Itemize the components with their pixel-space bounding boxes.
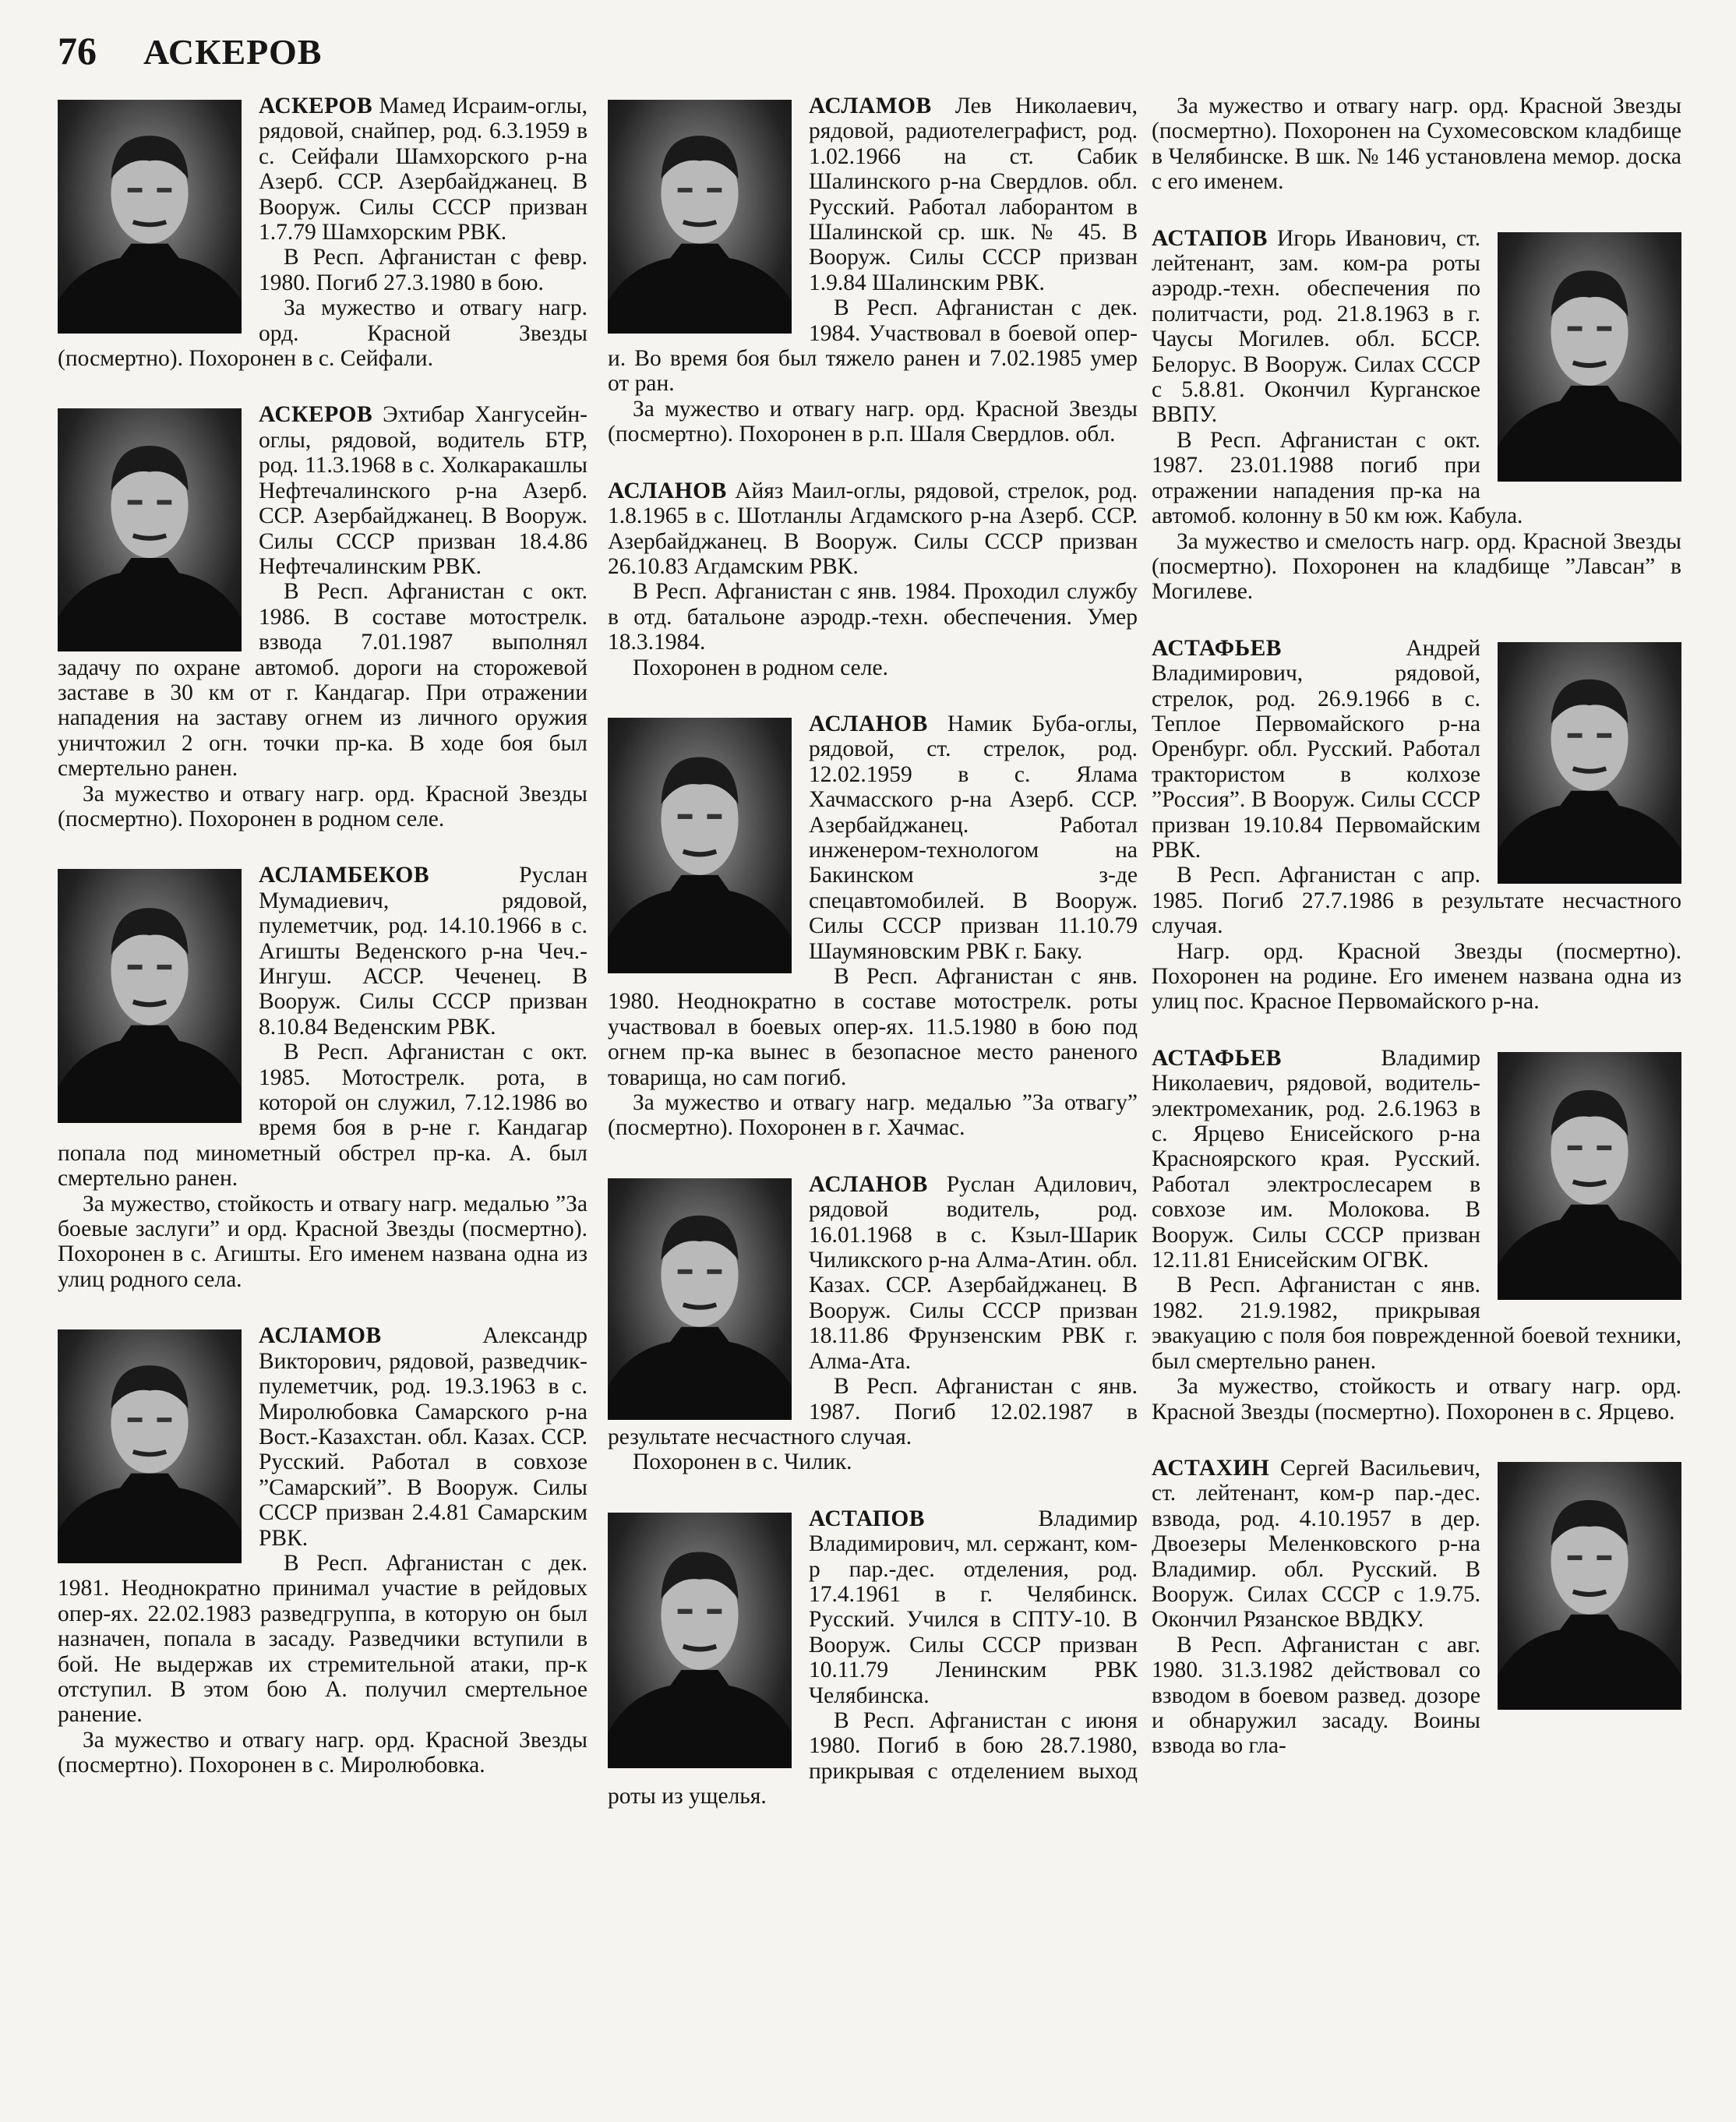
soldier-portrait-photo (608, 1513, 792, 1768)
entry-astakhin (1152, 1456, 1681, 1759)
entry-service: В Респ. Афганистан с июня 1980. Погиб в бою 28.7.1980, прикрывая с отделением выход роты из ущелья. (608, 1707, 1138, 1810)
entry-surname: АСЛАМБЕКОВ (259, 863, 429, 888)
entry-astapov-vladimir (608, 1506, 1138, 1810)
entry-honors: За мужество и отвагу нагр. орд. Красной Звезды (посмертно). Похоронен на Сухомесовском кладбище в Челябинске. В шк. № 146 установлена мемор. доска с его именем. (1152, 94, 1681, 195)
soldier-portrait-photo (58, 869, 242, 1123)
entry-astafev-andrey (1152, 636, 1681, 1015)
entry-asker-ekhtibar (58, 402, 587, 831)
entry-surname: АСТАПОВ (1152, 225, 1268, 251)
entry-aslanov-ayyaz (608, 478, 1138, 680)
soldier-portrait-photo (1498, 642, 1681, 884)
entry-surname: АСКЕРОВ (259, 402, 373, 428)
entry-bio: Андрей Владимирович, рядовой, стрелок, род. 26.9.1966 в с. Теплое Первомайского р-на Оренбург. обл. Русский. Работал трактористом в колхозе ”Россия”. В Вооруж. Силы СССР призван 19.10.84 Первомайским РВК. (1152, 635, 1480, 863)
entry-astapov-vladimir-cont (1152, 94, 1681, 195)
entry-service: В Респ. Афганистан с дек. 1984. Участвовал в боевой опер-и. Во время боя был тяжело ранен и 7.02.1985 умер от ран. (608, 295, 1138, 397)
column-3 (1152, 94, 1681, 1790)
entry-bio: Айяз Маил-оглы, рядовой, стрелок, род. 1.8.1965 в с. Шотланлы Агдамского р-на Азерб. ССР. Азербайджанец. В Вооруж. Силы СССР призван 26.10.83 Агдамским РВК. (608, 478, 1138, 579)
running-title: АСКЕРОВ (143, 32, 323, 72)
entry-surname: АСЛАМОВ (259, 1323, 382, 1349)
entry-service: В Респ. Афганистан с окт. 1987. 23.01.1988 погиб при отражении нападения пр-ка на автомоб. колонну в 50 км юж. Кабула. (1152, 427, 1523, 529)
entry-aslanov-namik (608, 711, 1138, 1141)
column-2 (608, 94, 1138, 1841)
entry-honors: За мужество и отвагу нагр. орд. Красной Звезды (посмертно). Похоронен в с. Миролюбовка. (58, 1727, 587, 1778)
soldier-portrait-photo (1498, 232, 1681, 482)
entry-surname: АСТАПОВ (809, 1506, 925, 1531)
entry-astapov-igor (1152, 226, 1681, 605)
soldier-portrait-photo (1498, 1462, 1681, 1710)
entry-surname: АСЛАМОВ (809, 94, 932, 118)
entry-service: В Респ. Афганистан с янв. 1984. Проходил службу в отд. батальоне аэродр.-техн. обеспечения. Умер 18.3.1984. (608, 579, 1138, 655)
entry-service: В Респ. Афганистан с февр. 1980. Погиб 27.3.1980 в бою. (259, 245, 587, 295)
entry-honors: Похоронен в родном селе. (633, 655, 888, 680)
entry-service: В Респ. Афганистан с дек. 1981. Неоднократно принимал участие в рейдовых опер-ях. 22.02.1983 разведгруппа, в которую он был назначен, попала в засаду. Разведчики вступили в бой. Не выдержав их стремительной атаки, пр-к отступил. В этом бою А. получил смертельное ранение. (58, 1550, 587, 1728)
soldier-portrait-photo (608, 100, 792, 334)
entry-bio: Эхтибар Хангусейн-оглы, рядовой, водитель БТР, род. 11.3.1968 в с. Холкаракашлы Нефтечалинского р-на Азерб. ССР. Азербайджанец. В Вооруж. Силы СССР призван 18.4.86 Нефтечалинским РВК. (259, 402, 587, 579)
entry-honors: За мужество, стойкость и отвагу нагр. медалью ”За боевые заслуги” и орд. Красной Звезды (посмертно). Похоронен в с. Агишты. Его именем названа одна из улиц родного села. (58, 1191, 587, 1292)
page-header (58, 28, 322, 73)
entry-honors: Нагр. орд. Красной Звезды (посмертно). Похоронен на родине. Его именем названа одна из улиц пос. Красное Первомайского р-на. (1152, 938, 1681, 1015)
soldier-portrait-photo (58, 408, 242, 651)
entry-aslanov-ruslan (608, 1172, 1138, 1475)
entry-surname: АСЛАНОВ (608, 478, 727, 503)
entry-service: В Респ. Афганистан с янв. 1982. 21.9.1982, прикрывая эвакуацию с поля боя поврежденной боевой техники, был смертельно ранен. (1152, 1273, 1681, 1374)
entry-surname: АСТАХИН (1152, 1455, 1270, 1481)
entry-service: В Респ. Афганистан с авг. 1980. 31.3.1982 действовал со взводом в боевом развед. дозоре и обнаружил засаду. Воины взвода во гла- (1152, 1632, 1480, 1759)
entry-honors: За мужество и смелость нагр. орд. Красной Звезды (посмертно). Похоронен на кладбище ”Лавсан” в Могилеве. (1152, 528, 1681, 605)
entry-surname: АСТАФЬЕВ (1152, 635, 1282, 661)
soldier-portrait-photo (58, 1329, 242, 1563)
entry-honors: За мужество и отвагу нагр. орд. Красной Звезды (посмертно). Похоронен в р.п. Шаля Свердлов. обл. (608, 396, 1138, 447)
entry-bio: Владимир Владимирович, мл. сержант, ком-р пар.-дес. отделения, род. 17.4.1961 в г. Челябинск. Русский. Учился в СПТУ-10. В Вооруж. Силы СССР призван 10.11.79 Ленинским РВК Челябинска. (809, 1506, 1138, 1708)
entry-honors: За мужество, стойкость и отвагу нагр. орд. Красной Звезды (посмертно). Похоронен в с. Ярцево. (1152, 1374, 1681, 1425)
entry-bio: Владимир Николаевич, рядовой, водитель-электромеханик, род. 2.6.1963 в с. Ярцево Енисейского р-на Красноярского края. Русский. Работал электрослесарем в совхозе им. Молокова. В Вооруж. Силы СССР призван 12.11.81 Енисейским ОГВК. (1152, 1045, 1480, 1273)
entry-bio: Лев Николаевич, рядовой, радиотелеграфист, род. 1.02.1966 на ст. Сабик Шалинского р-на Свердлов. обл. Русский. Работал лаборантом в Шалинской ср. шк. № 45. В Вооруж. Силы СССР призван 1.9.84 Шалинским РВК. (809, 94, 1138, 295)
page-number: 76 (58, 29, 97, 72)
soldier-portrait-photo (608, 718, 792, 973)
soldier-portrait-photo (608, 1178, 792, 1420)
entry-bio: Александр Викторович, рядовой, разведчик-пулеметчик, род. 19.3.1963 в с. Миролюбовка Самарского р-на Вост.-Казахстан. обл. Казах. ССР. Русский. Работал в совхозе ”Самарский”. В Вооруж. Силы СССР призван 2.4.81 Самарским РВК. (259, 1323, 587, 1551)
entry-bio: Мамед Исраим-оглы, рядовой, снайпер, род. 6.3.1959 в с. Сейфали Шамхорского р-на Азерб. ССР. Азербайджанец. В Вооруж. Силы СССР призван 1.7.79 Шамхорским РВК. (259, 94, 587, 245)
entry-honors: За мужество и отвагу нагр. орд. Красной Звезды (посмертно). Похоронен в с. Сейфали. (58, 295, 587, 372)
entry-asker-mamed (58, 94, 587, 371)
entry-surname: АСЛАНОВ (809, 1171, 928, 1197)
entry-aslamov-aleksandr (58, 1323, 587, 1778)
entry-service: В Респ. Афганистан с окт. 1985. Мотострелк. рота, в которой он служил, 7.12.1986 во время боя в р-не г. Кандагар попала под минометный обстрел пр-ка. А. был смертельно ранен. (58, 1040, 587, 1192)
entry-bio: Руслан Адилович, рядовой водитель, род. 16.01.1968 в с. Кзыл-Шарик Чиликского р-на Алма-Атин. обл. Казах. ССР. Азербайджанец. В Вооруж. Силы СССР призван 18.11.86 Фрунзенским РВК г. Алма-Ата. (809, 1171, 1138, 1374)
entry-surname: АСКЕРОВ (259, 94, 373, 118)
soldier-portrait-photo (58, 100, 242, 334)
entry-honors: Похоронен в с. Чилик. (633, 1449, 852, 1475)
entry-aslambekov (58, 863, 587, 1292)
entry-bio: Руслан Мумадиевич, рядовой, пулеметчик, род. 14.10.1966 в с. Агишты Веденского р-на Чеч.-Ингуш. АССР. Чеченец. В Вооруж. Силы СССР призван 8.10.84 Веденским РВК. (259, 863, 587, 1040)
entry-service: В Респ. Афганистан с янв. 1987. Погиб 12.02.1987 в результате несчастного случая. (608, 1374, 1138, 1449)
column-1 (58, 94, 587, 1810)
entry-service: В Респ. Афганистан с апр. 1985. Погиб 27.7.1986 в результате несчастного случая. (1152, 863, 1681, 939)
entry-bio: Сергей Васильевич, ст. лейтенант, ком-р пар.-дес. взвода, род. 4.10.1957 в дер. Двоезеры Меленковского р-на Владимир. обл. Русский. В Вооруж. Силах СССР с 1.9.75. Окончил Рязанское ВВДКУ. (1152, 1455, 1480, 1633)
soldier-portrait-photo (1498, 1052, 1681, 1300)
entry-surname: АСТАФЬЕВ (1152, 1045, 1282, 1071)
entry-service: В Респ. Афганистан с янв. 1980. Неоднократно в составе мотострелк. роты участвовал в боевых опер-ях. 11.5.1980 в бою под огнем пр-ка вынес в безопасное место раненого товарища, но сам погиб. (608, 964, 1138, 1090)
entry-aslamov-lev (608, 94, 1138, 447)
entry-bio: Намик Буба-оглы, рядовой, ст. стрелок, род. 12.02.1959 в с. Ялама Хачмасского р-на Азерб. ССР. Азербайджанец. Работал инженером-технологом на Бакинском з-де спецавтомобилей. В Вооруж. Силы СССР призван 11.10.79 Шаумяновским РВК г. Баку. (809, 711, 1138, 964)
entry-astafev-vladimir (1152, 1046, 1681, 1425)
entry-surname: АСЛАНОВ (809, 711, 928, 736)
entry-honors: За мужество и отвагу нагр. орд. Красной Звезды (посмертно). Похоронен в родном селе. (58, 781, 587, 831)
entry-bio: Игорь Иванович, ст. лейтенант, зам. ком-ра роты аэродр.-техн. обеспечения по политчасти, род. 21.8.1963 в г. Чаусы Могилев. обл. БССР. Белорус. В Вооруж. Силах СССР с 5.8.81. Окончил Курганское ВВПУ. (1152, 225, 1481, 428)
entry-service: В Респ. Афганистан с окт. 1986. В составе мотострелк. взвода 7.01.1987 выполнял задачу по охране автомоб. дороги на сторожевой заставе в 30 км от г. Кандагар. При отражении нападения на заставу огнем из личного оружия уничтожил 2 огн. точки пр-ка. В ходе боя был смертельно ранен. (58, 579, 587, 782)
entry-honors: За мужество и отвагу нагр. медалью ”За отвагу” (посмертно). Похоронен в г. Хачмас. (608, 1090, 1138, 1141)
